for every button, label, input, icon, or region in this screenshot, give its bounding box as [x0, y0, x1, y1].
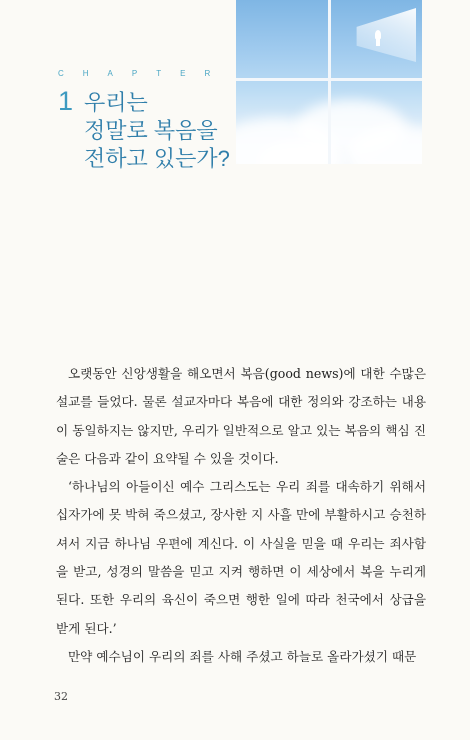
chapter-title-line: 정말로 복음을: [84, 118, 218, 143]
chapter-title-line: 우리는: [84, 90, 148, 115]
chapter-sky-image: [236, 0, 422, 164]
keyhole-icon-stem: [376, 37, 380, 46]
paragraph: ‘하나님의 아들이신 예수 그리스도는 우리 죄를 대속하기 위해서 십자가에 못 박혀 죽으셨고, 장사한 지 사흘 만에 부활하시고 승천하셔서 지금 하나님 우편에 계신다. 이 사실을 믿을 때 우리는 죄사함을 받고, 성경의 말씀을 믿고 지켜 행하면 이 세상에서 복을 누리게 된다. 또한 우리의 육신이 죽으면 행한 일에 따라 천국에서 상급을 받게 된다.’: [56, 479, 426, 636]
window-frame-vertical: [328, 0, 331, 164]
page-number: 32: [54, 690, 68, 703]
light-beam: [350, 8, 416, 62]
chapter-label: CHAPTER: [58, 69, 230, 78]
chapter-title: [84, 89, 230, 173]
chapter-title-line: 전하고 있는가?: [84, 146, 230, 171]
body-text: [56, 360, 426, 671]
chapter-number: 1: [58, 86, 74, 116]
paragraph: 오랫동안 신앙생활을 해오면서 복음(good news)에 대한 수많은 설교를 들었다. 물론 설교자마다 복음에 대한 정의와 강조하는 내용이 동일하지는 않지만, 우리가 일반적으로 알고 있는 복음의 핵심 진술은 다음과 같이 요약될 수 있을 것이다.: [56, 366, 426, 466]
paragraph: 만약 예수님이 우리의 죄를 사해 주셨고 하늘로 올라가셨기 때문: [68, 648, 417, 664]
